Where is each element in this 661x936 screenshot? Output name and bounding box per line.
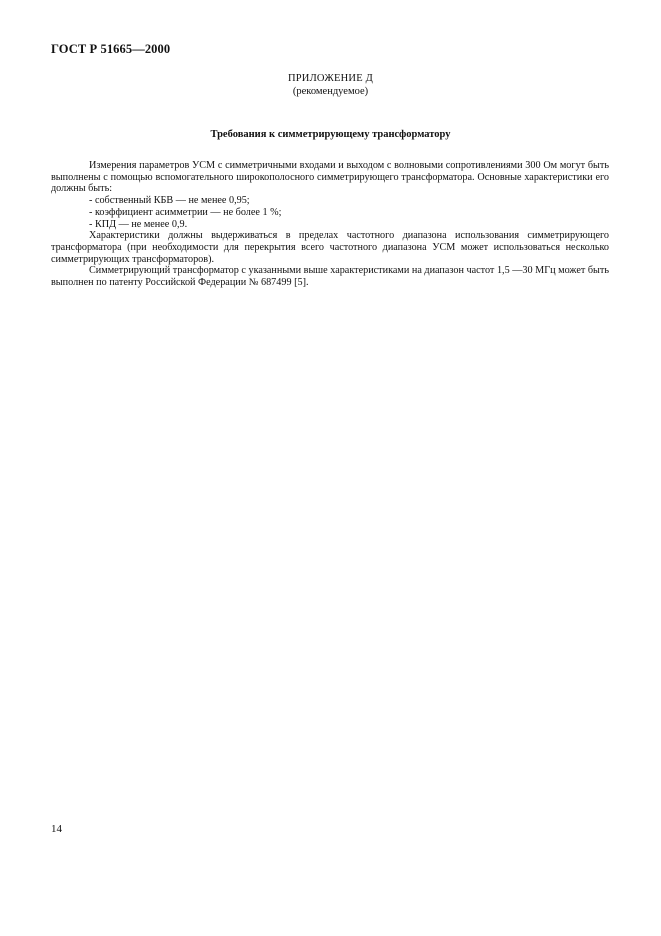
paragraph-intro: Измерения параметров УСМ с симметричными входами и выходом с волновыми сопротивлениями 300 Ом могут быть выполнены с помощью вспомогательного широкополосного симметрирующего трансформатора. Основные характеристики его должны быть: [51,160,609,195]
list-item-asymmetry: - коэффициент асимметрии — не более 1 %; [89,206,282,218]
paragraph-patent: Симметрирующий трансформатор с указанными выше характеристиками на диапазон частот 1,5 —30 МГц может быть выполнен по патенту Российской Федерации № 687499 [5]. [51,265,609,289]
body-text [51,160,609,289]
document-header: ГОСТ Р 51665—2000 [51,42,171,56]
appendix-status: (рекомендуемое) [292,86,369,97]
page-number: 14 [51,823,62,835]
list-item-kbv: - собственный КБВ — не менее 0,95; [89,195,250,207]
appendix-title: ПРИЛОЖЕНИЕ Д [287,73,374,84]
appendix-heading [0,72,661,98]
section-title: Требования к симметрирующему трансформатору [210,129,451,140]
list-item-efficiency: - КПД — не менее 0,9. [89,218,188,230]
paragraph-characteristics: Характеристики должны выдерживаться в пределах частотного диапазона использования симметрирующего трансформатора (при необходимости для перекрытия всего частотного диапазона УСМ может использоваться несколько симметрирующих трансформаторов). [51,230,609,265]
